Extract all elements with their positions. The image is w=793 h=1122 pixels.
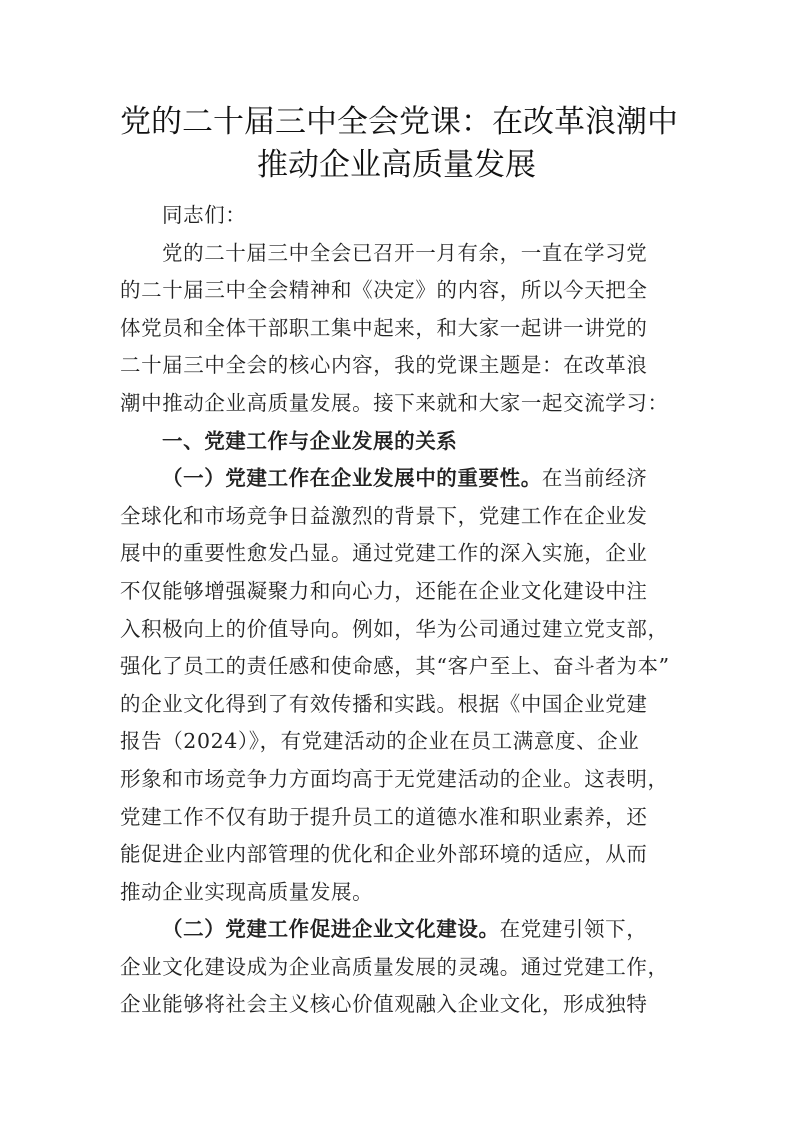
paragraph-line: 展中的重要性愈发凸显。通过党建工作的深入实施，企业 xyxy=(120,541,648,566)
paragraph-line: 的企业文化得到了有效传播和实践。根据《中国企业党建 xyxy=(120,691,648,716)
section-heading: 一、党建工作与企业发展的关系 xyxy=(162,428,458,453)
subsection-heading: （一）党建工作在企业发展中的重要性。 xyxy=(162,466,542,491)
paragraph-line: 二十届三中全会的核心内容，我的党课主题是：在改革浪 xyxy=(120,353,648,378)
subsection-heading: （二）党建工作促进企业文化建设。 xyxy=(162,917,500,942)
paragraph-line: 体党员和全体干部职工集中起来，和大家一起讲一讲党的 xyxy=(120,315,648,340)
paragraph-line: 能促进企业内部管理的优化和企业外部环境的适应，从而 xyxy=(120,842,648,867)
paragraph-line xyxy=(120,911,675,949)
paragraph-text: 在党建引领下， xyxy=(499,917,648,942)
paragraph-line xyxy=(120,460,675,498)
salutation: 同志们： xyxy=(162,203,247,227)
paragraph-text: 在当前经济 xyxy=(541,466,648,491)
paragraph-line: 入积极向上的价值导向。例如，华为公司通过建立党支部， xyxy=(120,616,669,641)
paragraph-line: 潮中推动企业高质量发展。接下来就和大家一起交流学习： xyxy=(120,390,669,415)
paragraph-line: 的二十届三中全会精神和《决定》的内容，所以今天把全 xyxy=(120,278,648,303)
paragraph-line: 全球化和市场竞争日益激烈的背景下，党建工作在企业发 xyxy=(120,503,648,528)
paragraph-line: 形象和市场竞争力方面均高于无党建活动的企业。这表明， xyxy=(120,766,669,791)
paragraph-line: 推动企业实现高质量发展。 xyxy=(120,879,374,904)
paragraph-line: 强化了员工的责任感和使命感，其“客户至上、奋斗者为本” xyxy=(120,654,670,679)
paragraph-line: 党建工作不仅有助于提升员工的道德水准和职业素养，还 xyxy=(120,804,648,829)
document-title-line-2: 推动企业高质量发展 xyxy=(257,147,536,183)
paragraph-line: 企业文化建设成为企业高质量发展的灵魂。通过党建工作， xyxy=(120,954,669,979)
paragraph-line: 报告（2024）》，有党建活动的企业在员工满意度、企业 xyxy=(120,729,640,754)
document-title-line-1: 党的二十届三中全会党课：在改革浪潮中 xyxy=(120,104,678,140)
paragraph-line: 企业能够将社会主义核心价值观融入企业文化，形成独特 xyxy=(120,992,648,1017)
document-body xyxy=(120,197,675,1024)
paragraph-line: 党的二十届三中全会已召开一月有余，一直在学习党 xyxy=(162,240,648,265)
paragraph-line: 不仅能够增强凝聚力和向心力，还能在企业文化建设中注 xyxy=(120,578,648,603)
